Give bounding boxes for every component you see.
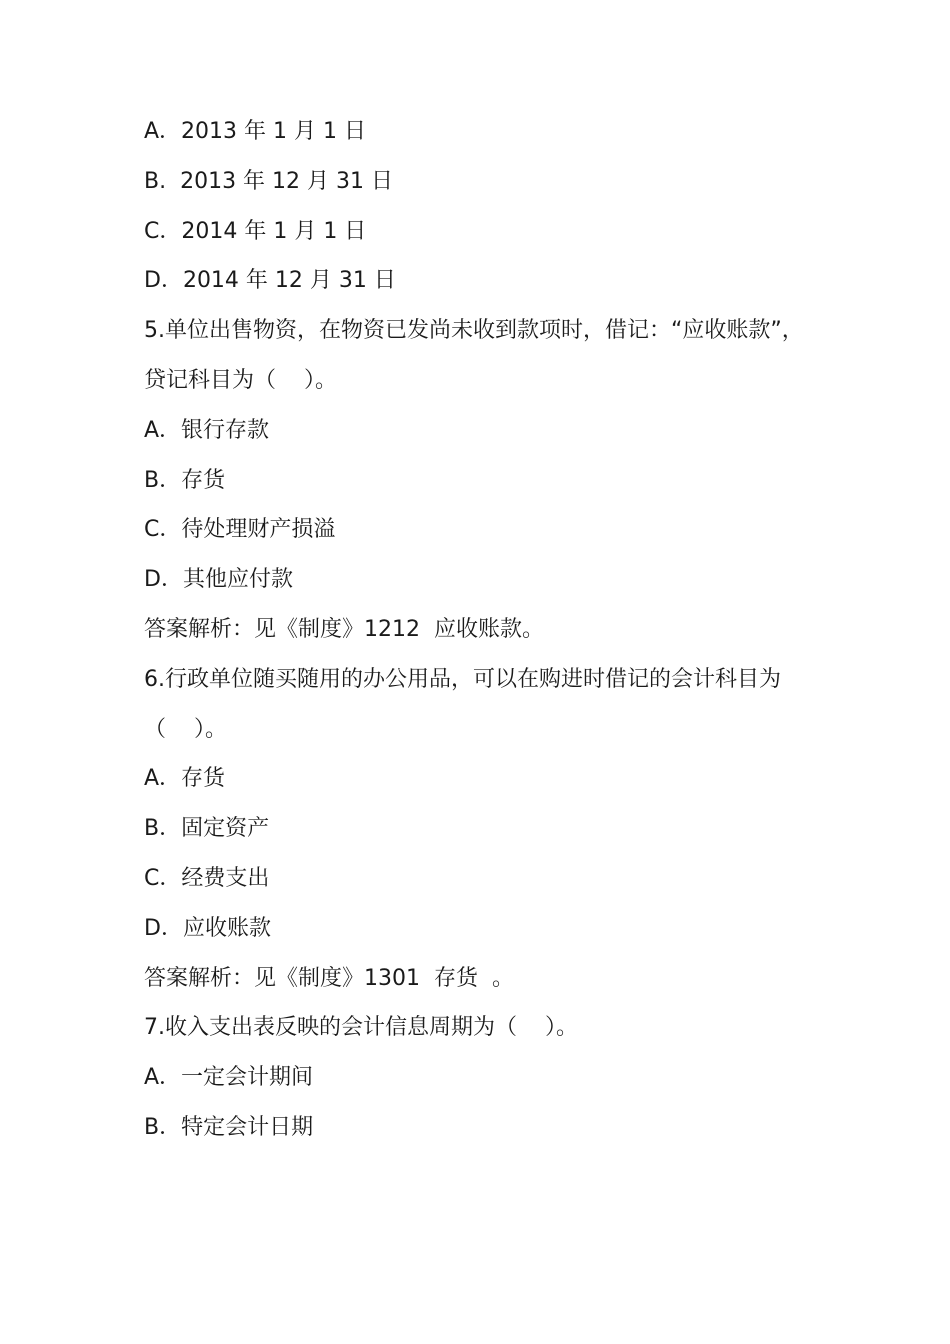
question-7: 7.收入支出表反映的会计信息周期为（ ）。 [144,1015,578,1041]
question-5-line-1: 5.单位出售物资，在物资已发尚未收到款项时，借记：“应收账款”， [144,318,804,344]
option-d-q4: D．2014 年 12 月 31 日 [144,268,396,294]
option-c-q6: C．经费支出 [144,865,270,891]
answer-explanation-q6: 答案解析：见《制度》1301 存货 。 [144,965,514,991]
option-d-q5: D．其他应付款 [144,567,293,593]
option-d-q6: D．应收账款 [144,915,271,941]
option-a-q6: A．存货 [144,766,226,792]
option-c-q5: C．待处理财产损溢 [144,517,336,543]
option-b-q5: B．存货 [144,467,226,493]
option-b-q6: B．固定资产 [144,816,270,842]
option-a-q4: A．2013 年 1 月 1 日 [144,119,366,144]
option-c-q4: C．2014 年 1 月 1 日 [144,218,367,244]
question-6-line-1: 6.行政单位随买随用的办公用品，可以在购进时借记的会计科目为 [144,666,781,692]
option-a-q7: A．一定会计期间 [144,1065,314,1091]
option-b-q4: B. 2013 年 12 月 31 日 [144,168,394,194]
option-b-q7: B．特定会计日期 [144,1114,314,1140]
answer-explanation-q5: 答案解析：见《制度》1212 应收账款。 [144,616,544,642]
question-6-line-2: （ ）。 [144,716,227,742]
document-body [144,107,824,1153]
question-5-line-2: 贷记科目为（ ）。 [144,367,337,393]
option-a-q5: A．银行存款 [144,417,270,443]
